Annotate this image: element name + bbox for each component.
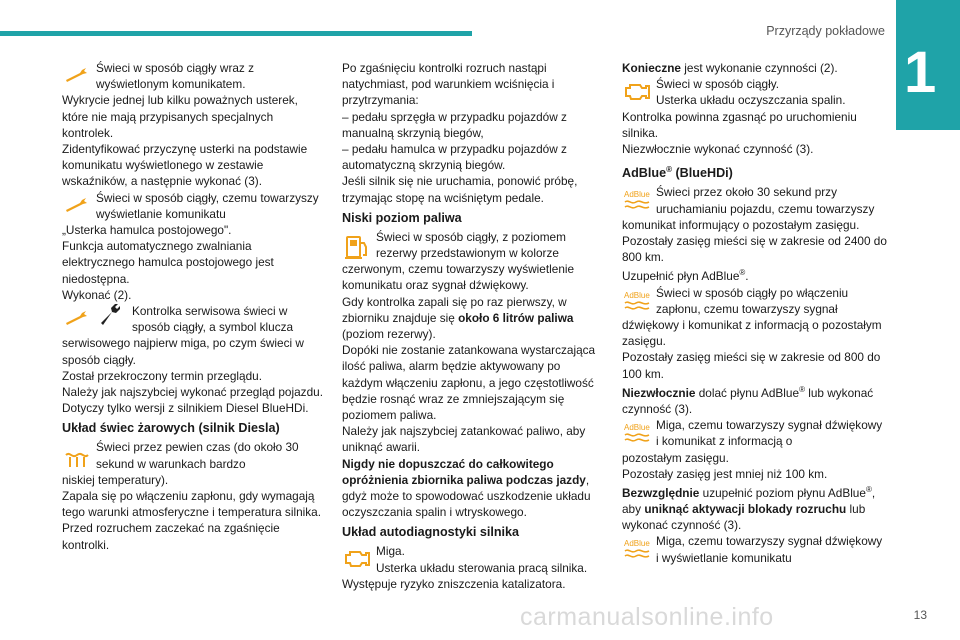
emphasis: Konieczne: [622, 61, 681, 75]
svg-text:AdBlue: AdBlue: [624, 290, 650, 300]
adblue-block-3: [622, 417, 887, 449]
wrench-warning-text: Świeci w sposób ciągły wraz z wyświetlonym komunikatem.: [96, 61, 255, 92]
emissions-text: Świeci w sposób ciągły.: [656, 77, 780, 92]
emphasis: Niezwłocznie: [622, 385, 696, 400]
paragraph: Konieczne jest wykonanie czynności (2).: [622, 61, 838, 75]
paragraph: Wykonać (2).: [62, 287, 132, 302]
paragraph: Uzupełnić płyn AdBlue®.: [622, 268, 749, 284]
paragraph: Dotyczy tylko wersji z silnikiem Diesel BlueHDi.: [62, 401, 309, 416]
paragraph: Należy jak najszybciej zatankować paliwo, aby uniknąć awarii.: [342, 424, 586, 455]
adblue-text: Miga, czemu towarzyszy sygnał dźwiękowy i komunikat z informacją o: [656, 418, 883, 449]
section-heading-adblue: AdBlue® (BlueHDi): [622, 165, 733, 181]
paragraph: Występuje ryzyko zniszczenia katalizatora.: [342, 576, 566, 591]
engine-icon: [622, 78, 652, 104]
adblue-text: Świeci przez około 30 sekund przy uruchamianiu pojazdu, czemu towarzyszy: [656, 185, 875, 216]
engine-diagnostics-block: [342, 543, 600, 575]
paragraph: Niezwłocznie dolać płynu AdBlue® lub wykonać czynność (3).: [622, 384, 874, 416]
low-fuel-text: Świeci w sposób ciągły, z poziomem rezerwy przedstawionym w kolorze: [376, 229, 566, 261]
page-number: 13: [913, 608, 927, 622]
paragraph: Został przekroczony termin przeglądu.: [62, 368, 262, 383]
paragraph: Kontrolka powinna zgasnąć po uruchomieniu silnika.: [622, 109, 857, 140]
paragraph: Należy jak najszybciej wykonać przegląd pojazdu.: [62, 385, 323, 400]
fuel-pump-icon: [342, 231, 372, 263]
svg-text:AdBlue: AdBlue: [624, 423, 650, 433]
paragraph: Wykrycie jednej lub kilku poważnych usterek, które nie mają przypisanych specjalnych kontrolek.: [62, 93, 298, 140]
adblue-icon: [622, 535, 652, 561]
paragraph: Dopóki nie zostanie zatankowana wystarczająca ilość paliwa, alarm będzie aktywowany po każdym włączeniu zapłonu, a jego częstotliwość będzie rosnąć wraz ze zmniejszającym się poziomem paliwa.: [342, 343, 596, 423]
glow-plug-block: [62, 439, 324, 471]
paragraph: komunikat informujący o pozostałym zasięgu.: [622, 217, 860, 232]
adblue-block-2: [622, 285, 887, 317]
service-text: Kontrolka serwisowa świeci w sposób ciągły, a symbol klucza: [132, 304, 294, 335]
paragraph: „Usterka hamulca postojowego".: [62, 223, 232, 238]
service-spanner-icon: [98, 301, 124, 327]
column-1: [62, 60, 324, 553]
adblue-icon: [622, 186, 652, 212]
paragraph: – pedału sprzęgła w przypadku pojazdów z manualną skrzynią biegów,: [342, 109, 567, 140]
parking-brake-block: [62, 190, 324, 222]
paragraph: – pedału hamulca w przypadku pojazdów z automatyczną skrzynią biegów.: [342, 142, 567, 173]
watermark: carmanualsonline.info: [520, 603, 774, 631]
svg-text:AdBlue: AdBlue: [624, 539, 650, 549]
paragraph: Pozostały zasięg mieści się w zakresie od 2400 do 800 km.: [622, 234, 887, 265]
adblue-block-1: [622, 184, 887, 216]
emissions-text: Usterka układu oczyszczania spalin.: [656, 93, 846, 108]
paragraph: Funkcja automatycznego zwalniania elektrycznego hamulca postojowego jest niedostępna.: [62, 239, 274, 286]
page-header-title: Przyrządy pokładowe: [766, 24, 885, 38]
chapter-number: 1: [904, 40, 937, 105]
column-2: [342, 60, 600, 592]
section-heading-engine-diagnostics: Układ autodiagnostyki silnika: [342, 525, 520, 540]
paragraph: Gdy kontrolka zapali się po raz pierwszy, w zbiorniku znajduje się około 6 litrów paliwa (poziom rezerwy).: [342, 294, 574, 342]
paragraph: czerwonym, czemu towarzyszy wyświetlenie komunikatu oraz sygnał dźwiękowy.: [342, 262, 575, 293]
adblue-block-4: [622, 533, 887, 565]
paragraph: Nigdy nie dopuszczać do całkowitego opróżnienia zbiornika paliwa podczas jazdy, gdyż może to spowodować uszkodzenie układu oczyszczania spalin i wtryskowego.: [342, 456, 591, 520]
paragraph: Niezwłocznie wykonać czynność (3).: [622, 142, 814, 157]
adblue-icon: [622, 419, 652, 445]
header-accent-bar: [0, 31, 472, 36]
paragraph: pozostałym zasięgu.: [622, 450, 729, 465]
paragraph: Zapala się po włączeniu zapłonu, gdy wymagają tego warunki atmosferyczne i temperatura silnika.: [62, 489, 321, 520]
paragraph: Bezwzględnie uzupełnić poziom płynu AdBlue®, aby uniknąć aktywacji blokady rozruchu lub wykonać czynność (3).: [622, 484, 876, 533]
parking-brake-text: Świeci w sposób ciągły, czemu towarzyszy wyświetlanie komunikatu: [96, 190, 319, 221]
emphasis: Nigdy nie dopuszczać do całkowitego opróżnienia zbiornika paliwa podczas jazdy: [342, 456, 586, 487]
adblue-icon: [622, 287, 652, 313]
paragraph: dźwiękowy i komunikat z informacją o pozostałym zasięgu.: [622, 317, 882, 349]
engine-diagnostics-text: Miga.: [376, 544, 405, 559]
wrench-icon: [62, 305, 92, 331]
column-3: [622, 60, 887, 566]
svg-text:AdBlue: AdBlue: [624, 190, 650, 200]
adblue-text: Świeci w sposób ciągły po włączeniu zapłonu, czemu towarzyszy sygnał: [656, 285, 849, 316]
engine-icon: [342, 545, 372, 571]
paragraph: Pozostały zasięg mieści się w zakresie od 800 do 100 km.: [622, 350, 881, 381]
glow-plug-text: Świeci przez pewien czas (do około 30 sekund w warunkach bardzo: [96, 440, 299, 471]
service-block: [62, 303, 324, 335]
emphasis: Bezwzględnie: [622, 485, 700, 500]
section-heading-glow-plugs: Układ świec żarowych (silnik Diesla): [62, 421, 280, 436]
engine-diagnostics-text: Usterka układu sterowania pracą silnika.: [376, 560, 588, 575]
paragraph: Zidentyfikować przyczynę usterki na podstawie komunikatu wyświetlonego w zestawie wskaźników, a następnie wykonać (3).: [62, 142, 308, 189]
glow-plug-icon: [62, 441, 92, 473]
wrench-icon: [62, 192, 92, 218]
emphasis: uniknąć aktywacji blokady rozruchu: [644, 502, 847, 517]
emphasis: około 6 litrów paliwa: [458, 310, 574, 325]
paragraph: serwisowego najpierw miga, po czym świeci w sposób ciągły.: [62, 336, 304, 367]
adblue-text: Miga, czemu towarzyszy sygnał dźwiękowy i wyświetlanie komunikatu: [656, 534, 883, 565]
paragraph: Przed rozruchem zaczekać na zgaśnięcie kontrolki.: [62, 521, 280, 552]
paragraph: Po zgaśnięciu kontrolki rozruch nastąpi natychmiast, pod warunkiem wciśnięcia i przytrzymania:: [342, 61, 555, 108]
paragraph: Jeśli silnik się nie uruchamia, ponowić próbę, trzymając stopę na wciśniętym pedale.: [342, 174, 578, 205]
paragraph: niskiej temperatury).: [62, 472, 169, 487]
wrench-warning-block: [62, 60, 324, 92]
section-heading-low-fuel: Niski poziom paliwa: [342, 210, 462, 225]
wrench-icon: [62, 62, 92, 88]
low-fuel-block: [342, 229, 600, 261]
emissions-block: [622, 76, 887, 108]
paragraph: Pozostały zasięg jest mniej niż 100 km.: [622, 466, 828, 481]
